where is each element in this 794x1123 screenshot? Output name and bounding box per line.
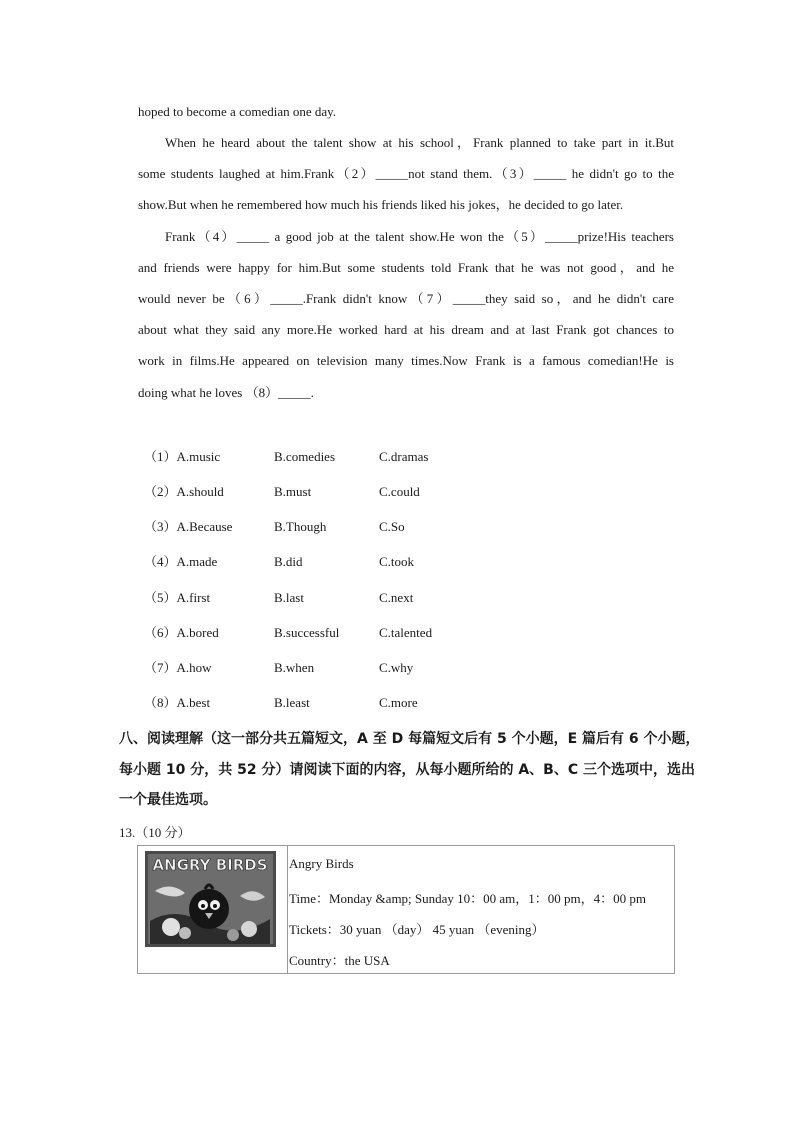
option-b: B.last xyxy=(274,590,304,605)
passage-line: some students laughed at him.Frank（2）_____not stand them.（3）_____ he didn't go to the xyxy=(138,166,674,181)
option-b: B.must xyxy=(274,484,312,499)
option-b: B.did xyxy=(274,554,303,569)
option-a: （6）A.bored xyxy=(144,625,219,640)
passage-line: work in films.He appeared on television many times.Now Frank is a famous comedian!He is xyxy=(138,353,674,368)
option-c: C.took xyxy=(379,554,415,569)
option-a: （4）A.made xyxy=(144,554,218,569)
option-a: （3）A.Because xyxy=(144,519,233,534)
movie-title: Angry Birds xyxy=(289,856,354,871)
movie-table xyxy=(137,845,675,974)
option-a: （8）A.best xyxy=(144,695,211,710)
passage-line: hoped to become a comedian one day. xyxy=(138,104,337,119)
option-c: C.why xyxy=(379,660,414,675)
poster-title-text: ANGRY BIRDS xyxy=(152,856,268,874)
passage-line: show.But when he remembered how much his friends liked his jokes，he decided to go later. xyxy=(138,197,624,212)
passage-line: Frank（4）_____ a good job at the talent show.He won the（5）_____prize!His teachers xyxy=(165,229,674,244)
option-b: B.comedies xyxy=(274,449,336,464)
passage-line: would never be（6）_____.Frank didn't know（7）_____they said so，and he didn't care xyxy=(138,291,674,306)
option-b: B.least xyxy=(274,695,310,710)
table-divider xyxy=(287,846,288,973)
option-c: C.next xyxy=(379,590,414,605)
option-c: C.So xyxy=(379,519,405,534)
option-c: C.talented xyxy=(379,625,433,640)
option-a: （7）A.how xyxy=(144,660,212,675)
option-a: （5）A.first xyxy=(144,590,211,605)
question-number: 13.（10 分） xyxy=(119,825,191,840)
passage-line: about what they said any more.He worked hard at his dream and at last Frank got chances to xyxy=(138,322,674,337)
section-line: 每小题 10 分，共 52 分）请阅读下面的内容，从每小题所给的 A、B、C 三个选项中，选出 xyxy=(119,762,695,778)
option-b: B.Though xyxy=(274,519,327,534)
angry-birds-poster-icon xyxy=(145,851,276,947)
passage-line: When he heard about the talent show at his school，Frank planned to take part in it.But xyxy=(165,135,674,150)
option-a: （2）A.should xyxy=(144,484,224,499)
passage-line: doing what he loves （8）_____. xyxy=(138,385,314,400)
option-b: B.when xyxy=(274,660,315,675)
movie-time: Time：Monday &amp; Sunday 10：00 am，1：00 pm，4：00 pm xyxy=(289,891,647,906)
section-line: 八、阅读理解（这一部分共五篇短文，A 至 D 每篇短文后有 5 个小题，E 篇后有 6 个小题， xyxy=(119,731,700,747)
option-b: B.successful xyxy=(274,625,340,640)
option-c: C.dramas xyxy=(379,449,429,464)
movie-tickets: Tickets：30 yuan （day） 45 yuan （evening） xyxy=(289,922,545,937)
option-c: C.could xyxy=(379,484,420,499)
option-c: C.more xyxy=(379,695,418,710)
option-a: （1）A.music xyxy=(144,449,221,464)
passage-line: and friends were happy for him.But some students told Frank that he was not good，and he xyxy=(138,260,674,275)
movie-poster-image xyxy=(145,851,276,947)
section-line: 一个最佳选项。 xyxy=(119,792,217,808)
movie-country: Country：the USA xyxy=(289,953,390,968)
